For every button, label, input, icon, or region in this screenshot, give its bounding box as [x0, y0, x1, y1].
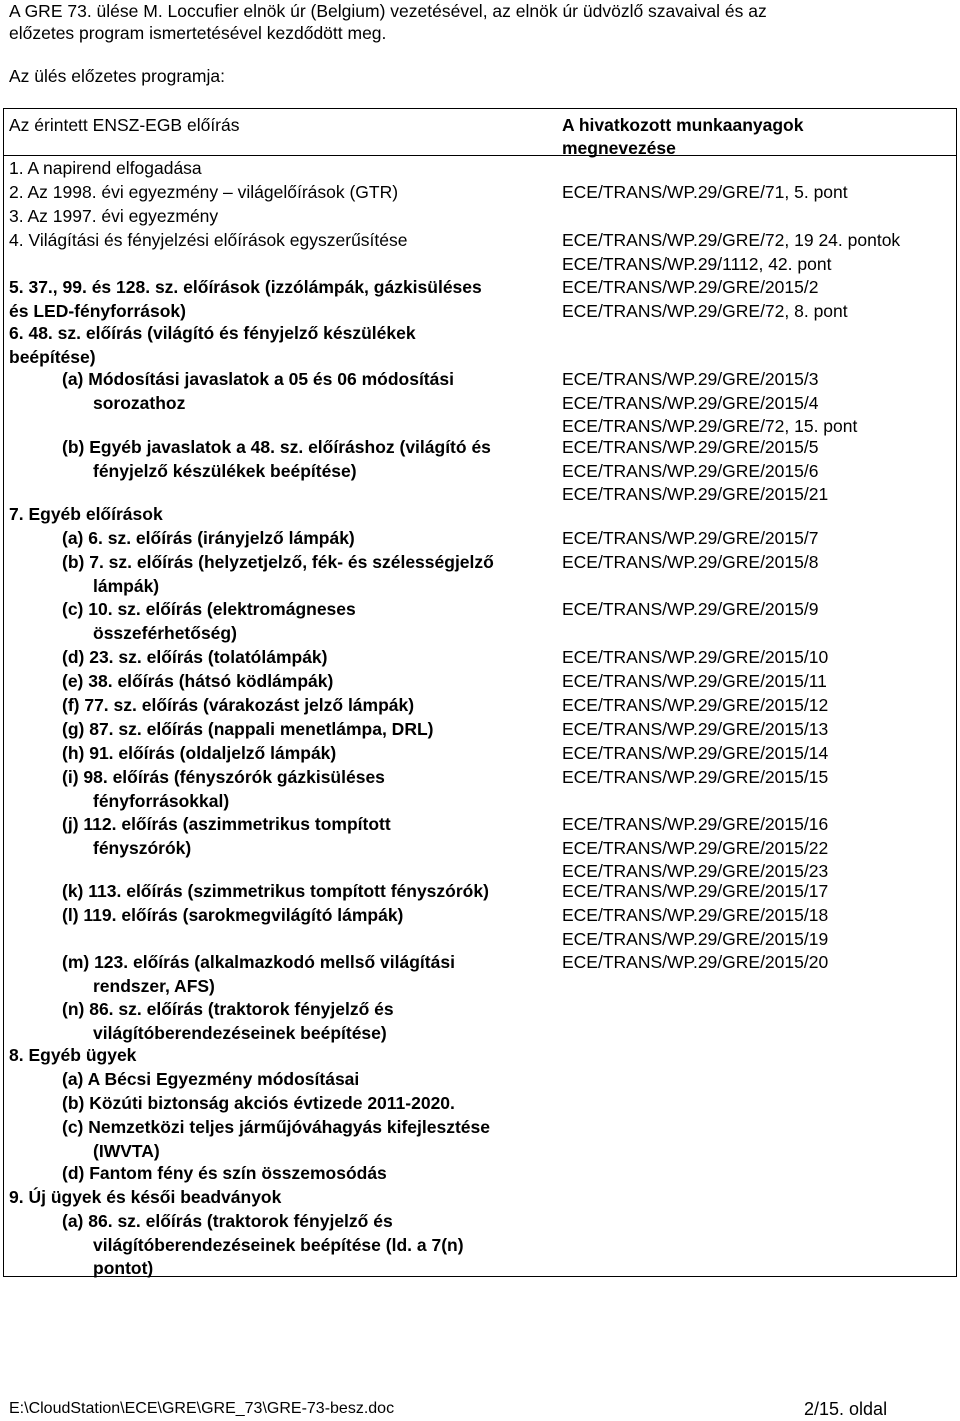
header-right-line-1: A hivatkozott munkaanyagok	[562, 115, 804, 135]
document-ref: ECE/TRANS/WP.29/GRE/2015/21	[562, 484, 829, 504]
row-item-text	[62, 1092, 545, 1116]
row-item-text	[62, 904, 545, 928]
document-ref: ECE/TRANS/WP.29/GRE/2015/4	[562, 392, 819, 413]
item-line: 6. 48. sz. előírás (világító és fényjelző készülékek	[9, 323, 416, 343]
document-ref: ECE/TRANS/WP.29/GRE/2015/15	[562, 767, 829, 787]
row-item-text	[9, 157, 545, 181]
row-item-text	[62, 813, 545, 860]
document-ref: ECE/TRANS/WP.29/GRE/2015/6	[562, 460, 819, 481]
item-line: (d) 23. sz. előírás (tolatólámpák)	[62, 647, 328, 667]
row-document-refs	[562, 181, 848, 205]
item-line: fényszórók)	[93, 837, 192, 858]
item-line: 7. Egyéb előírások	[9, 504, 163, 524]
item-line: 5. 37., 99. és 128. sz. előírások (izzólámpák, gázkisüléses	[9, 277, 482, 297]
intro-paragraph	[9, 0, 949, 44]
item-line: és LED-fényforrások)	[9, 300, 186, 321]
item-line: rendszer, AFS)	[93, 975, 215, 996]
row-item-text	[62, 598, 545, 645]
row-document-refs	[562, 766, 828, 790]
row-item-text	[62, 742, 545, 766]
document-ref: ECE/TRANS/WP.29/GRE/2015/8	[562, 552, 819, 572]
row-document-refs	[562, 951, 828, 975]
footer-page-number: 2/15. oldal	[804, 1399, 888, 1419]
item-line: (a) Módosítási javaslatok a 05 és 06 módosítási	[62, 369, 454, 389]
document-ref: ECE/TRANS/WP.29/GRE/2015/23	[562, 861, 829, 881]
item-line: (a) A Bécsi Egyezmény módosításai	[62, 1069, 360, 1089]
item-line: (d) Fantom fény és szín összemosódás	[62, 1163, 387, 1183]
row-document-refs	[562, 551, 818, 575]
item-line: fényforrásokkal)	[93, 790, 230, 811]
item-line: (b) Egyéb javaslatok a 48. sz. előíráshoz (világító és	[62, 437, 491, 457]
document-ref: ECE/TRANS/WP.29/GRE/72, 8. pont	[562, 300, 848, 321]
row-document-refs	[562, 670, 827, 694]
document-ref: ECE/TRANS/WP.29/GRE/2015/11	[562, 671, 827, 691]
row-item-text	[9, 276, 545, 323]
item-line: (a) 6. sz. előírás (irányjelző lámpák)	[62, 528, 355, 548]
table-header-left: Az érintett ENSZ-EGB előírás	[9, 115, 240, 135]
row-item-text	[62, 718, 545, 742]
item-line: (m) 123. előírás (alkalmazkodó mellső világítási	[62, 952, 455, 972]
item-line: beépítése)	[9, 346, 96, 367]
item-line: (b) 7. sz. előírás (helyzetjelző, fék- és szélességjelző	[62, 552, 494, 572]
document-ref: ECE/TRANS/WP.29/GRE/2015/12	[562, 695, 829, 715]
row-item-text	[9, 503, 545, 527]
header-right-line-2: megnevezése	[562, 138, 676, 158]
document-ref: ECE/TRANS/WP.29/GRE/2015/3	[562, 369, 819, 389]
row-item-text	[9, 229, 545, 253]
item-line: (f) 77. sz. előírás (várakozást jelző lámpák)	[62, 695, 415, 715]
row-item-text	[62, 694, 545, 718]
row-document-refs	[562, 742, 828, 766]
row-item-text	[62, 880, 545, 904]
item-line: (k) 113. előírás (szimmetrikus tompított fényszórók)	[62, 881, 489, 901]
row-item-text	[62, 951, 545, 998]
document-ref: ECE/TRANS/WP.29/GRE/72, 15. pont	[562, 416, 858, 436]
document-ref: ECE/TRANS/WP.29/GRE/2015/17	[562, 881, 829, 901]
row-item-text	[9, 322, 545, 369]
document-ref: ECE/TRANS/WP.29/GRE/2015/5	[562, 437, 819, 457]
row-document-refs	[562, 904, 828, 951]
document-ref: ECE/TRANS/WP.29/GRE/2015/19	[562, 928, 829, 949]
document-ref: ECE/TRANS/WP.29/GRE/2015/10	[562, 647, 829, 667]
item-line: összeférhetőség)	[93, 622, 237, 643]
row-document-refs	[562, 718, 828, 742]
row-item-text	[62, 1116, 545, 1163]
row-item-text	[62, 1068, 545, 1092]
item-line: pontot)	[93, 1258, 154, 1278]
intro-line-2: előzetes program ismertetésével kezdődött meg.	[9, 23, 387, 43]
item-line: sorozathoz	[93, 392, 186, 413]
item-line: világítóberendezéseinek beépítése (ld. a 7(n)	[93, 1234, 464, 1255]
row-item-text	[62, 368, 545, 415]
document-ref: ECE/TRANS/WP.29/GRE/2015/7	[562, 528, 819, 548]
item-line: 8. Egyéb ügyek	[9, 1045, 137, 1065]
row-item-text	[62, 1210, 545, 1281]
row-item-text	[9, 205, 545, 229]
row-document-refs	[562, 436, 828, 507]
row-document-refs	[562, 598, 818, 622]
item-line: (b) Közúti biztonság akciós évtizede 2011-2020.	[62, 1093, 455, 1113]
document-ref: ECE/TRANS/WP.29/GRE/2015/22	[562, 837, 829, 858]
item-line: (c) Nemzetközi teljes járműjóváhagyás kifejlesztése	[62, 1117, 490, 1137]
row-item-text	[62, 551, 545, 598]
document-ref: ECE/TRANS/WP.29/1112, 42. pont	[562, 253, 832, 274]
row-item-text	[9, 181, 545, 205]
item-line: (l) 119. előírás (sarokmegvilágító lámpák)	[62, 905, 404, 925]
item-line: fényjelző készülékek beépítése)	[93, 460, 357, 481]
item-line: (c) 10. sz. előírás (elektromágneses	[62, 599, 356, 619]
table-header-right	[562, 114, 862, 160]
item-line: (IWVTA)	[93, 1140, 160, 1161]
document-ref: ECE/TRANS/WP.29/GRE/2015/16	[562, 814, 829, 834]
row-document-refs	[562, 229, 900, 276]
document-ref: ECE/TRANS/WP.29/GRE/2015/9	[562, 599, 819, 619]
row-document-refs	[562, 527, 818, 551]
document-ref: ECE/TRANS/WP.29/GRE/71, 5. pont	[562, 182, 848, 202]
item-line: (h) 91. előírás (oldaljelző lámpák)	[62, 743, 337, 763]
item-line: lámpák)	[93, 575, 160, 596]
item-line: (a) 86. sz. előírás (traktorok fényjelző és	[62, 1211, 393, 1231]
row-document-refs	[562, 694, 828, 718]
row-item-text	[62, 766, 545, 813]
row-item-text	[9, 1044, 545, 1068]
item-line: 1. A napirend elfogadása	[9, 158, 202, 178]
document-ref: ECE/TRANS/WP.29/GRE/2015/2	[562, 277, 819, 297]
item-line: 2. Az 1998. évi egyezmény – világelőírások (GTR)	[9, 182, 399, 202]
row-document-refs	[562, 880, 828, 904]
row-document-refs	[562, 646, 828, 670]
item-line: (n) 86. sz. előírás (traktorok fényjelző és	[62, 999, 394, 1019]
row-document-refs	[562, 813, 828, 884]
header-divider	[3, 155, 957, 156]
intro-line-1: A GRE 73. ülése M. Loccufier elnök úr (Belgium) vezetésével, az elnök úr üdvözlő szavaival és az	[9, 1, 767, 21]
row-item-text	[9, 1186, 545, 1210]
row-item-text	[62, 436, 545, 483]
item-line: 9. Új ügyek és késői beadványok	[9, 1187, 282, 1207]
program-title: Az ülés előzetes programja:	[9, 66, 225, 86]
item-line: 3. Az 1997. évi egyezmény	[9, 206, 219, 226]
document-ref: ECE/TRANS/WP.29/GRE/2015/20	[562, 952, 829, 972]
row-item-text	[62, 527, 545, 551]
item-line: (i) 98. előírás (fényszórók gázkisüléses	[62, 767, 385, 787]
row-item-text	[62, 646, 545, 670]
row-item-text	[62, 1162, 545, 1186]
document-ref: ECE/TRANS/WP.29/GRE/2015/13	[562, 719, 829, 739]
item-line: 4. Világítási és fényjelzési előírások egyszerűsítése	[9, 230, 408, 250]
row-document-refs	[562, 368, 857, 439]
row-item-text	[62, 670, 545, 694]
document-ref: ECE/TRANS/WP.29/GRE/2015/14	[562, 743, 829, 763]
item-line: világítóberendezéseinek beépítése)	[93, 1022, 387, 1043]
footer-file-path: E:\CloudStation\ECE\GRE\GRE_73\GRE-73-besz.doc	[9, 1400, 395, 1417]
item-line: (j) 112. előírás (aszimmetrikus tompított	[62, 814, 391, 834]
row-item-text	[62, 998, 545, 1045]
document-ref: ECE/TRANS/WP.29/GRE/2015/18	[562, 905, 829, 925]
item-line: (g) 87. sz. előírás (nappali menetlámpa, DRL)	[62, 719, 434, 739]
item-line: (e) 38. előírás (hátsó ködlámpák)	[62, 671, 334, 691]
row-document-refs	[562, 276, 848, 323]
document-ref: ECE/TRANS/WP.29/GRE/72, 19 24. pontok	[562, 230, 901, 250]
